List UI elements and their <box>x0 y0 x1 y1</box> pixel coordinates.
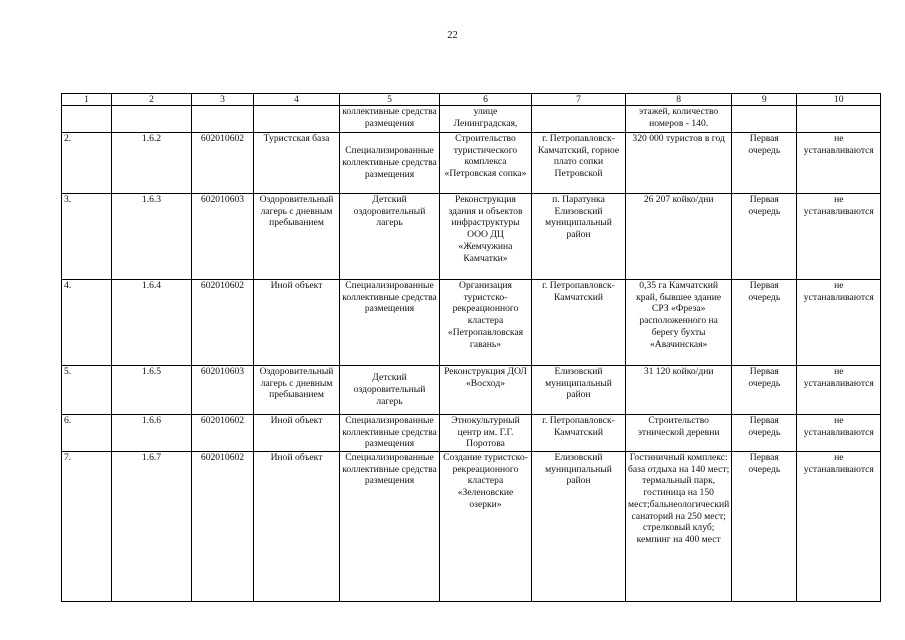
row-stage: Первая очередь <box>732 452 797 602</box>
row-location: Елизовский муниципальный район <box>532 366 626 415</box>
continuation-row <box>62 106 881 133</box>
row-name: Реконструкция здания и объектов инфраструктуры ООО ДЦ «Жемчужина Камчатки» <box>440 194 532 280</box>
row-category: Специализированные коллективные средства размещения <box>340 415 440 452</box>
header-row <box>62 94 881 106</box>
header-cell: 7 <box>532 94 626 106</box>
header-cell: 10 <box>797 94 881 106</box>
row-name: Строительство туристического комплекса «Петровская сопка» <box>440 133 532 194</box>
row-number: 2. <box>62 133 112 194</box>
row-type: Оздоровительный лагерь с дневным пребыванием <box>254 194 340 280</box>
row-location: п. Паратунка Елизовский муниципальный район <box>532 194 626 280</box>
row-okved: 602010602 <box>192 280 254 366</box>
table-row <box>62 452 881 602</box>
row-capacity: 26 207 койко/дни <box>626 194 732 280</box>
row-code: 1.6.4 <box>112 280 192 366</box>
row-code: 1.6.5 <box>112 366 192 415</box>
row-number: 5. <box>62 366 112 415</box>
header-cell: 9 <box>732 94 797 106</box>
header-cell: 8 <box>626 94 732 106</box>
row-category: Специализированные коллективные средства размещения <box>340 133 440 194</box>
continuation-capacity: этажей, количество номеров - 140. <box>626 106 732 133</box>
row-limits: не устанавливаются <box>797 280 881 366</box>
row-code: 1.6.3 <box>112 194 192 280</box>
table-row <box>62 194 881 280</box>
row-location: Елизовский муниципальный район <box>532 452 626 602</box>
continuation-name: улице Ленинградская, <box>440 106 532 133</box>
table-row <box>62 366 881 415</box>
row-okved: 602010602 <box>192 415 254 452</box>
page-number: 22 <box>447 30 458 41</box>
row-limits: не устанавливаются <box>797 415 881 452</box>
row-category: Специализированные коллективные средства размещения <box>340 280 440 366</box>
row-number: 7. <box>62 452 112 602</box>
row-limits: не устанавливаются <box>797 194 881 280</box>
row-okved: 602010602 <box>192 452 254 602</box>
row-stage: Первая очередь <box>732 194 797 280</box>
table-row <box>62 280 881 366</box>
row-type: Иной объект <box>254 415 340 452</box>
header-cell: 1 <box>62 94 112 106</box>
row-type: Иной объект <box>254 452 340 602</box>
row-capacity: 320 000 туристов в год <box>626 133 732 194</box>
row-okved: 602010602 <box>192 133 254 194</box>
table-row <box>62 415 881 452</box>
row-code: 1.6.7 <box>112 452 192 602</box>
row-name: Реконструкция ДОЛ «Восход» <box>440 366 532 415</box>
row-name: Организация туристско-рекреационного кластера «Петропавловская гавань» <box>440 280 532 366</box>
row-type: Иной объект <box>254 280 340 366</box>
row-number: 4. <box>62 280 112 366</box>
row-type: Туристская база <box>254 133 340 194</box>
row-stage: Первая очередь <box>732 133 797 194</box>
row-code: 1.6.2 <box>112 133 192 194</box>
row-location: г. Петропавловск-Камчатский, горное плато сопки Петровской <box>532 133 626 194</box>
row-okved: 602010603 <box>192 366 254 415</box>
continuation-category: коллективные средства размещения <box>340 106 440 133</box>
row-limits: не устанавливаются <box>797 452 881 602</box>
row-limits: не устанавливаются <box>797 366 881 415</box>
row-category: Детский оздоровительный лагерь <box>340 194 440 280</box>
row-limits: не устанавливаются <box>797 133 881 194</box>
row-stage: Первая очередь <box>732 415 797 452</box>
row-category: Специализированные коллективные средства размещения <box>340 452 440 602</box>
row-name: Этнокультурный центр им. Г.Г. Поротова <box>440 415 532 452</box>
row-location: г. Петропавловск-Камчатский <box>532 280 626 366</box>
row-category: Детский оздоровительный лагерь <box>340 366 440 415</box>
header-cell: 3 <box>192 94 254 106</box>
header-cell: 6 <box>440 94 532 106</box>
row-capacity: Гостиничный комплекс: база отдыха на 140 мест; термальный парк, гостиница на 150 мест;бальнеологический санаторий на 250 мест; стрелковый клуб; кемпинг на 400 мест <box>626 452 732 602</box>
row-capacity: 31 120 койко/дни <box>626 366 732 415</box>
row-type: Оздоровительный лагерь с дневным пребыванием <box>254 366 340 415</box>
header-cell: 4 <box>254 94 340 106</box>
row-code: 1.6.6 <box>112 415 192 452</box>
objects-table <box>61 93 881 602</box>
row-name: Создание туристско-рекреационного кластера «Зеленовские озерки» <box>440 452 532 602</box>
row-number: 3. <box>62 194 112 280</box>
row-capacity: 0,35 га Камчатский край, бывшее здание СРЗ «Фреза» расположенного на берегу бухты «Авачинская» <box>626 280 732 366</box>
row-capacity: Строительство этнической деревни <box>626 415 732 452</box>
table-row <box>62 133 881 194</box>
row-okved: 602010603 <box>192 194 254 280</box>
header-cell: 5 <box>340 94 440 106</box>
row-number: 6. <box>62 415 112 452</box>
row-location: г. Петропавловск-Камчатский <box>532 415 626 452</box>
header-cell: 2 <box>112 94 192 106</box>
row-stage: Первая очередь <box>732 366 797 415</box>
row-stage: Первая очередь <box>732 280 797 366</box>
